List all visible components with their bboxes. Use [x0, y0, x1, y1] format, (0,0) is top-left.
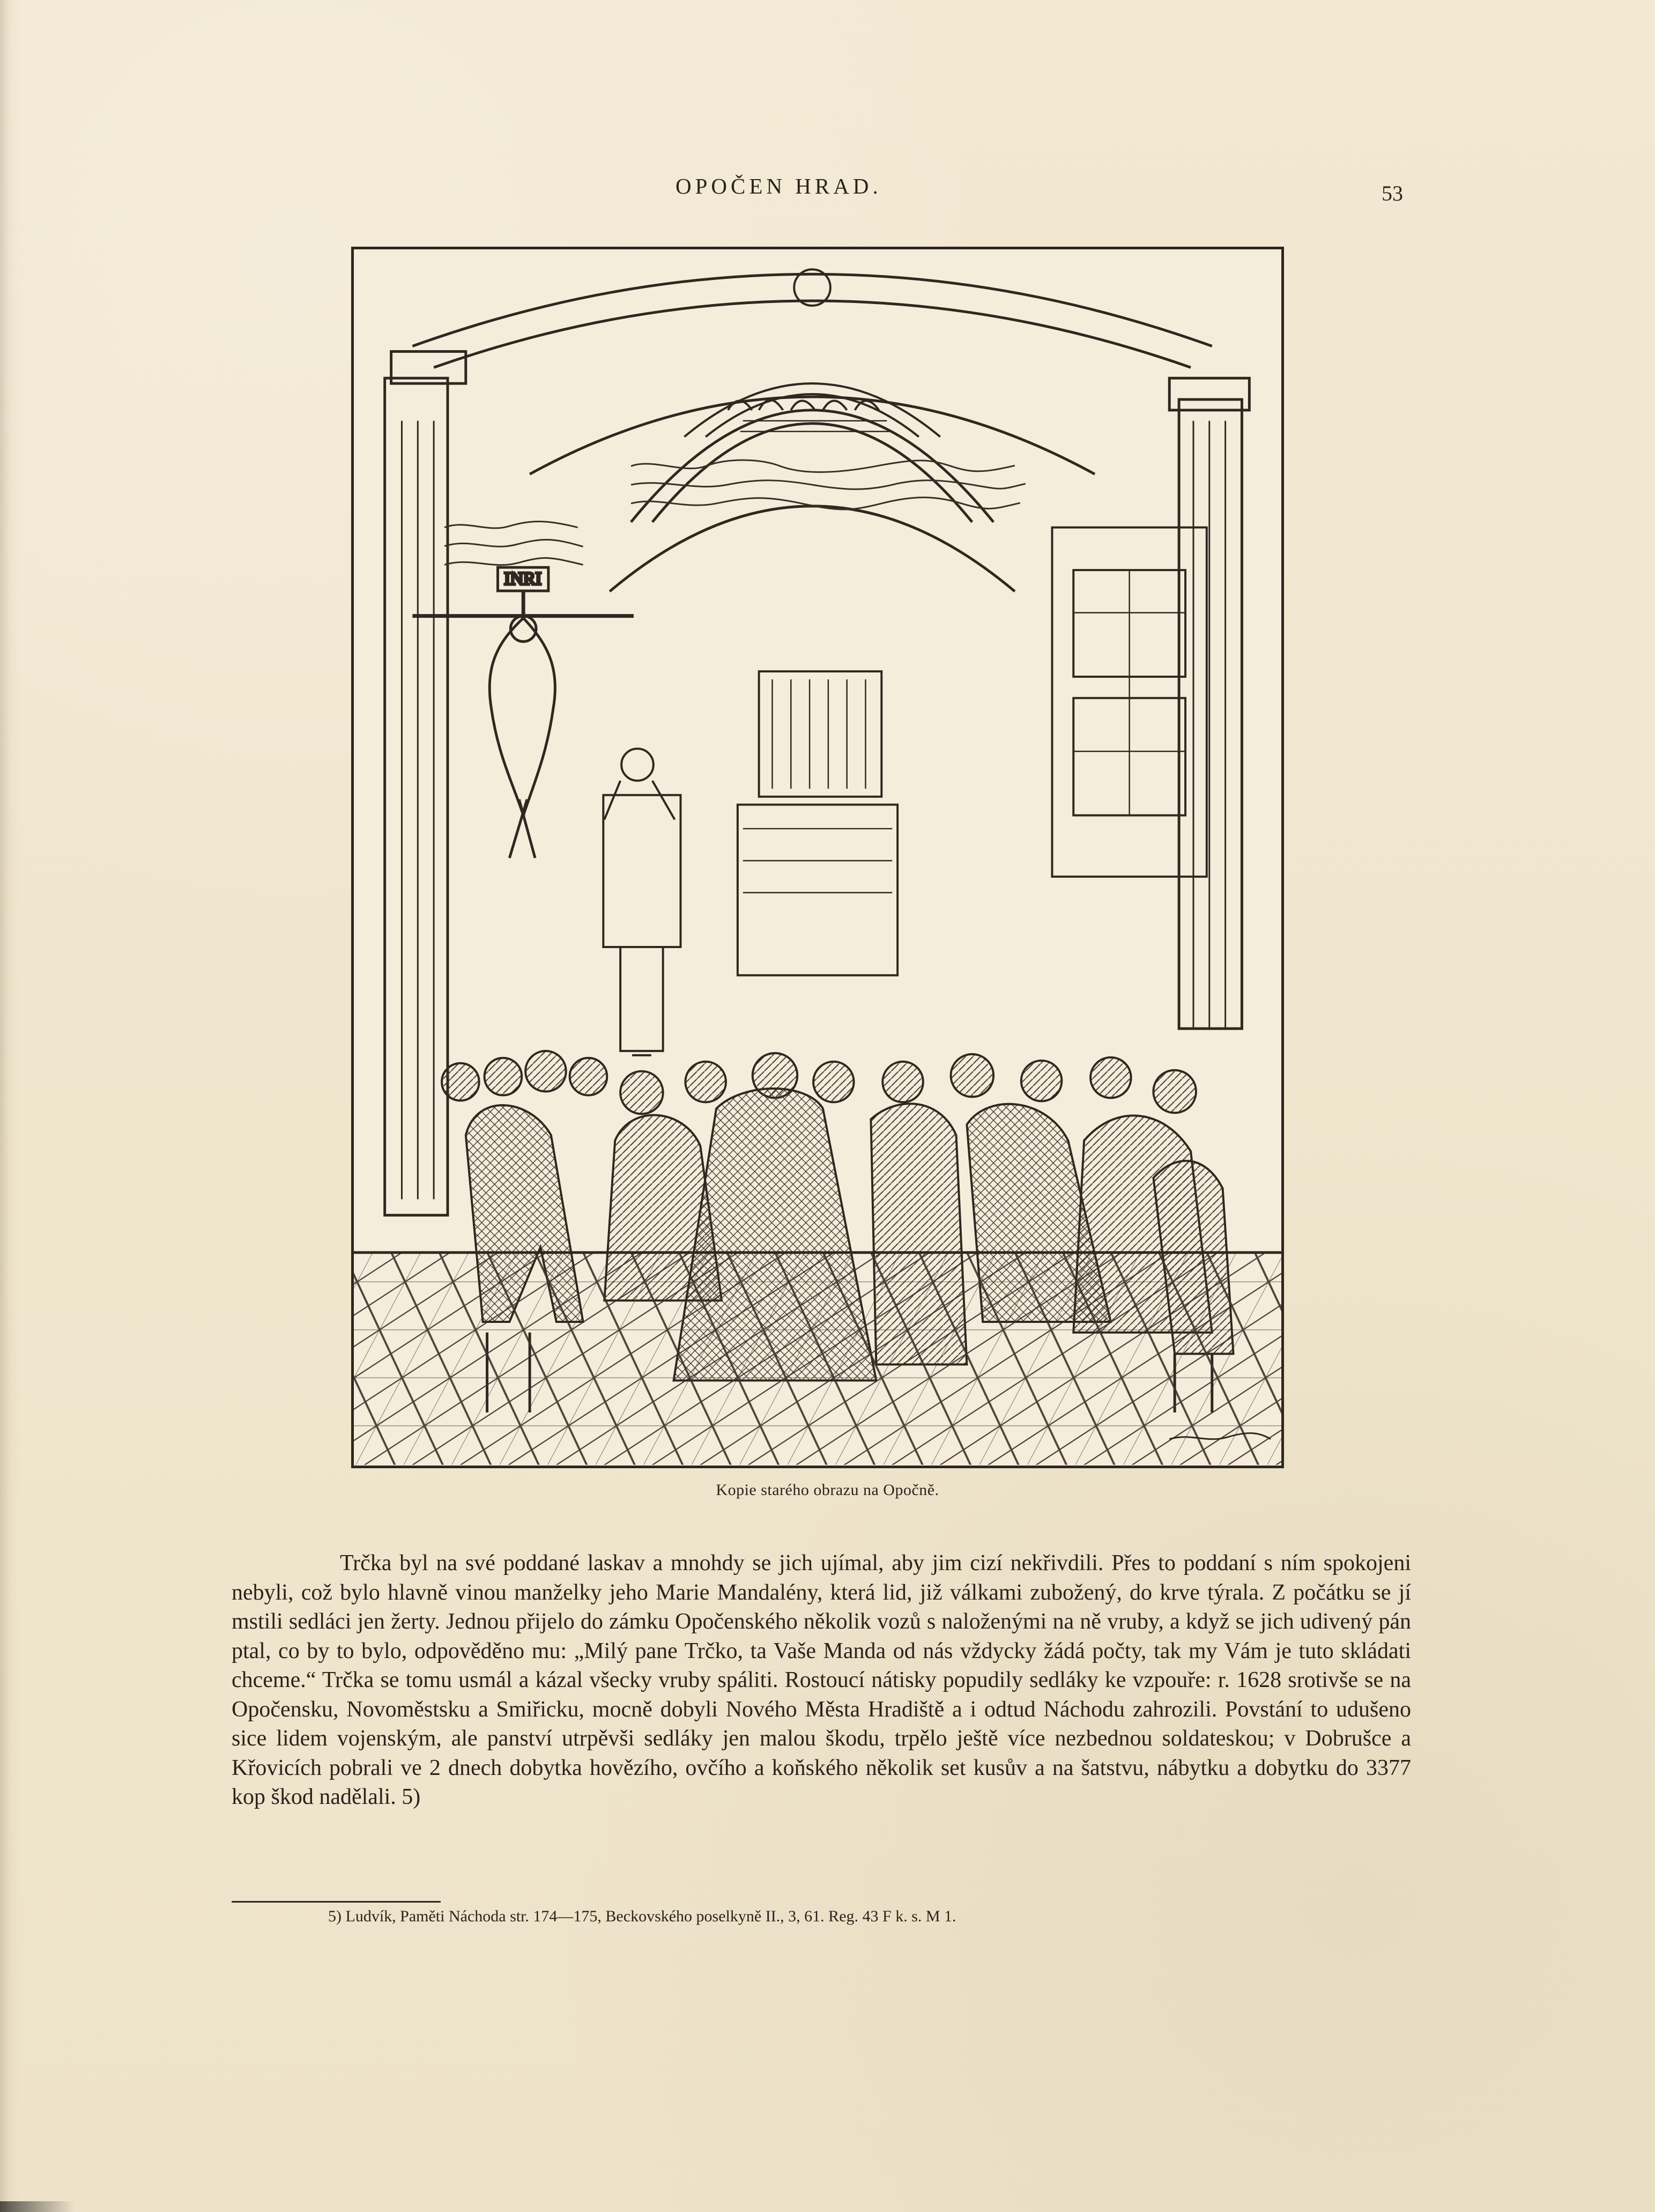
scan-corner-shadow — [0, 2201, 75, 2212]
article-paragraph: Trčka byl na své poddané laskav a mnohdy se jich ujímal, aby jim cizí nekřivdili. Přes to poddaní s ním spokojeni nebyli, což bylo hlavně vinou manželky jeho Marie Mandalény, která lid, již válkami zubožený, do krve týrala. Z počátku se jí mstili sedláci jen žerty. Jednou přijelo do zámku Opočenského několik vozů s naloženými na ně vruby, a když se jich udivený pán ptal, co by to bylo, odpověděno mu: „Milý pane Trčko, ta Vaše Manda od nás vždycky žádá počty, tak my Vám je tuto skládati chceme.“ Trčka se tomu usmál a kázal všecky vruby spáliti. Rostoucí nátisky popudily sedláky ke vzpouře: r. 1628 srotivše se na Opočensku, Novoměstsku a Smiřicku, mocně dobyli Nového Města Hradiště a i odtud Náchodu zahrozili. Povstání to udušeno sice lidem vojenským, ale panství utrpěvši sedláky jen malou škodu, trpělo ještě více nezbednou soldateskou; v Dobrušce a Křovicích pobrali ve 2 dnech dobytka hovězího, ovčího a koňského několik set kusův a na šatstvu, nábytku a dobytku do 3377 kop škod nadělali. 5) — [232, 1551, 1411, 1809]
historical-illustration — [351, 247, 1284, 1468]
illustration-caption: Kopie starého obrazu na Opočně. — [716, 1481, 939, 1499]
page-number: 53 — [1382, 181, 1403, 205]
page-title: OPOČEN HRAD. — [676, 174, 882, 198]
page-spine-shadow — [0, 0, 19, 2212]
tiled-floor — [354, 1253, 1281, 1465]
crucifix-sign: INRI — [504, 568, 541, 589]
footnote-divider — [232, 1901, 441, 1903]
church-scene-drawing — [354, 249, 1281, 1466]
footnote-text: 5) Ludvík, Paměti Náchoda str. 174—175, Beckovského poselkyně II., 3, 61. Reg. 43 F k. s. M 1. — [328, 1907, 956, 1925]
article-body — [232, 1549, 1411, 1812]
